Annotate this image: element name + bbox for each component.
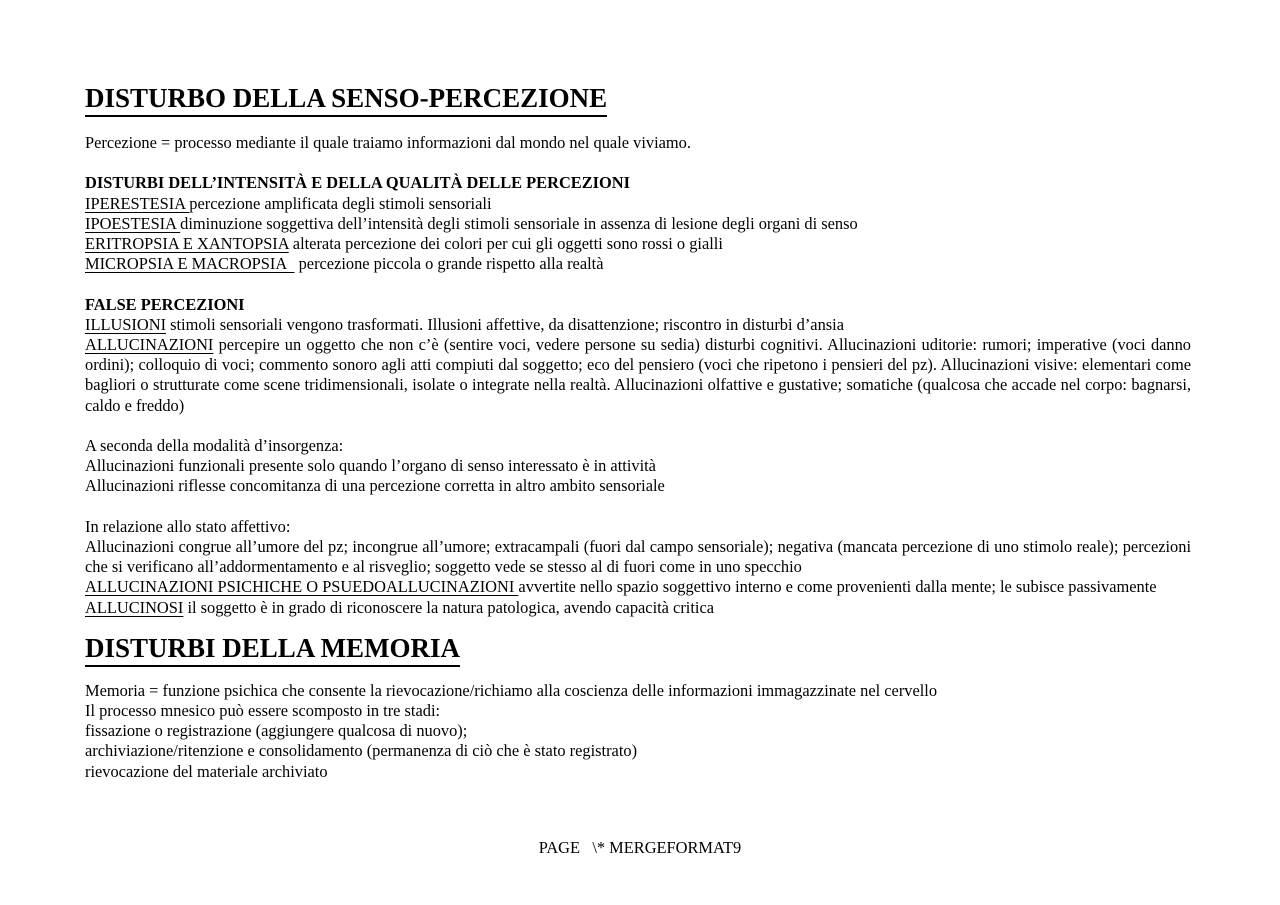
modalita-line-riflesse: Allucinazioni riflesse concomitanza di una percezione corretta in altro ambito sensoriale bbox=[85, 476, 665, 496]
intro-paragraph: Percezione = processo mediante il quale traiamo informazioni dal mondo nel quale viviamo. bbox=[85, 133, 691, 152]
term-iperestesia: IPERESTESIA bbox=[85, 193, 190, 213]
spacer bbox=[85, 153, 1191, 173]
spacer bbox=[85, 497, 1191, 517]
memoria-line-processo: Il processo mnesico può essere scomposto in tre stadi: bbox=[85, 701, 441, 721]
definition-allucinosi: il soggetto è in grado di riconoscere la natura patologica, avendo capacità critica bbox=[183, 597, 714, 617]
modalita-line-funzionali: Allucinazioni funzionali presente solo quando l’organo di senso interessato è in attività bbox=[85, 456, 656, 476]
heading-wrapper bbox=[85, 631, 1191, 667]
term-allucinosi: ALLUCINOSI bbox=[85, 597, 184, 617]
definition-eritropsia: alterata percezione dei colori per cui gli oggetti sono rossi o gialli bbox=[288, 234, 723, 253]
paragraph-allucinosi bbox=[85, 598, 1191, 618]
paragraph-illusioni bbox=[85, 315, 1191, 335]
section-title-intensita: DISTURBI DELL’INTENSITÀ E DELLA QUALITÀ DELLE PERCEZIONI bbox=[85, 173, 630, 193]
term-ipoestesia: IPOESTESIA bbox=[85, 213, 181, 233]
definition-ipoestesia: diminuzione soggettiva dell’intensità degli stimoli sensoriale in assenza di lesione degli organi di senso bbox=[180, 213, 858, 233]
term-allucinazioni: ALLUCINAZIONI bbox=[85, 335, 214, 354]
term-eritropsia: ERITROPSIA E XANTOPSIA bbox=[85, 234, 289, 253]
definition-allucinazioni: percepire un oggetto che non c’è (sentire voci, vedere persone su sedia) disturbi cognitivi. Allucinazioni uditorie: rumori; imperative (voci danno ordini); colloquio di voci; commento sonoro agli atti compiuti dal soggetto; eco del pensiero (voci che ripetono i pensieri del pz). Allucinazioni visive: elementari come bagliori o strutturate come scene tridimensionali, isolate o integrate nella realtà. Allucinazioni olfattive e gustative; somatiche (qualcosa che accade nel corpo: bagnarsi, caldo e freddo) bbox=[85, 335, 1191, 415]
heading-senso-percezione: DISTURBO DELLA SENSO-PERCEZIONE bbox=[85, 81, 607, 117]
memoria-line-definition: Memoria = funzione psichica che consente la rievocazione/richiamo alla coscienza delle informazioni immagazzinate nel cervello bbox=[85, 680, 938, 700]
memoria-line-fissazione: fissazione o registrazione (aggiungere qualcosa di nuovo); bbox=[85, 721, 468, 741]
definition-iperestesia: percezione amplificata degli stimoli sensoriali bbox=[189, 193, 492, 213]
spacer bbox=[85, 416, 1191, 436]
list-item-micropsia bbox=[85, 254, 1191, 274]
term-micropsia: MICROPSIA E MACROPSIA bbox=[85, 254, 295, 274]
memoria-line-rievocazione: rievocazione del materiale archiviato bbox=[85, 761, 328, 781]
page-number: 9 bbox=[733, 838, 742, 857]
heading-wrapper bbox=[85, 81, 1191, 117]
page-footer bbox=[0, 838, 1280, 858]
list-item-iperestesia bbox=[85, 194, 1191, 214]
modalita-title: A seconda della modalità d’insorgenza: bbox=[85, 436, 344, 455]
affettivo-paragraph: Allucinazioni congrue all’umore del pz; incongrue all’umore; extracampali (fuori dal campo sensoriale); negativa (mancata percezione di uno stimolo reale); percezioni che si verificano all’addormentamento e al risveglio; soggetto vede se stesso al di fuori come in uno specchio bbox=[85, 537, 1191, 577]
list-item-eritropsia bbox=[85, 234, 1191, 254]
document-page bbox=[85, 81, 1191, 782]
memoria-line-archiviazione: archiviazione/ritenzione e consolidamento (permanenza di ciò che è stato registrato) bbox=[85, 741, 638, 761]
footer-field-code: \* MERGEFORMAT bbox=[592, 838, 734, 857]
definition-illusioni: stimoli sensoriali vengono trasformati. Illusioni affettive, da disattenzione; riscontro in disturbi d’ansia bbox=[166, 314, 844, 334]
definition-micropsia: percezione piccola o grande rispetto alla realtà bbox=[294, 254, 604, 274]
term-pseudoallucinazioni: ALLUCINAZIONI PSICHICHE O PSUEDOALLUCINAZIONI bbox=[85, 577, 519, 597]
definition-pseudoallucinazioni: avvertite nello spazio soggettivo interno e come provenienti dalla mente; le subisce passivamente bbox=[518, 577, 1157, 597]
heading-memoria: DISTURBI DELLA MEMORIA bbox=[85, 631, 460, 667]
section-title-false-percezioni: FALSE PERCEZIONI bbox=[85, 294, 245, 314]
paragraph-pseudoallucinazioni bbox=[85, 577, 1191, 597]
footer-page-label: PAGE bbox=[538, 838, 581, 857]
spacer bbox=[85, 274, 1191, 294]
list-item-ipoestesia bbox=[85, 214, 1191, 234]
paragraph-allucinazioni bbox=[85, 335, 1191, 416]
affettivo-title: In relazione allo stato affettivo: bbox=[85, 516, 291, 536]
term-illusioni: ILLUSIONI bbox=[85, 314, 167, 334]
